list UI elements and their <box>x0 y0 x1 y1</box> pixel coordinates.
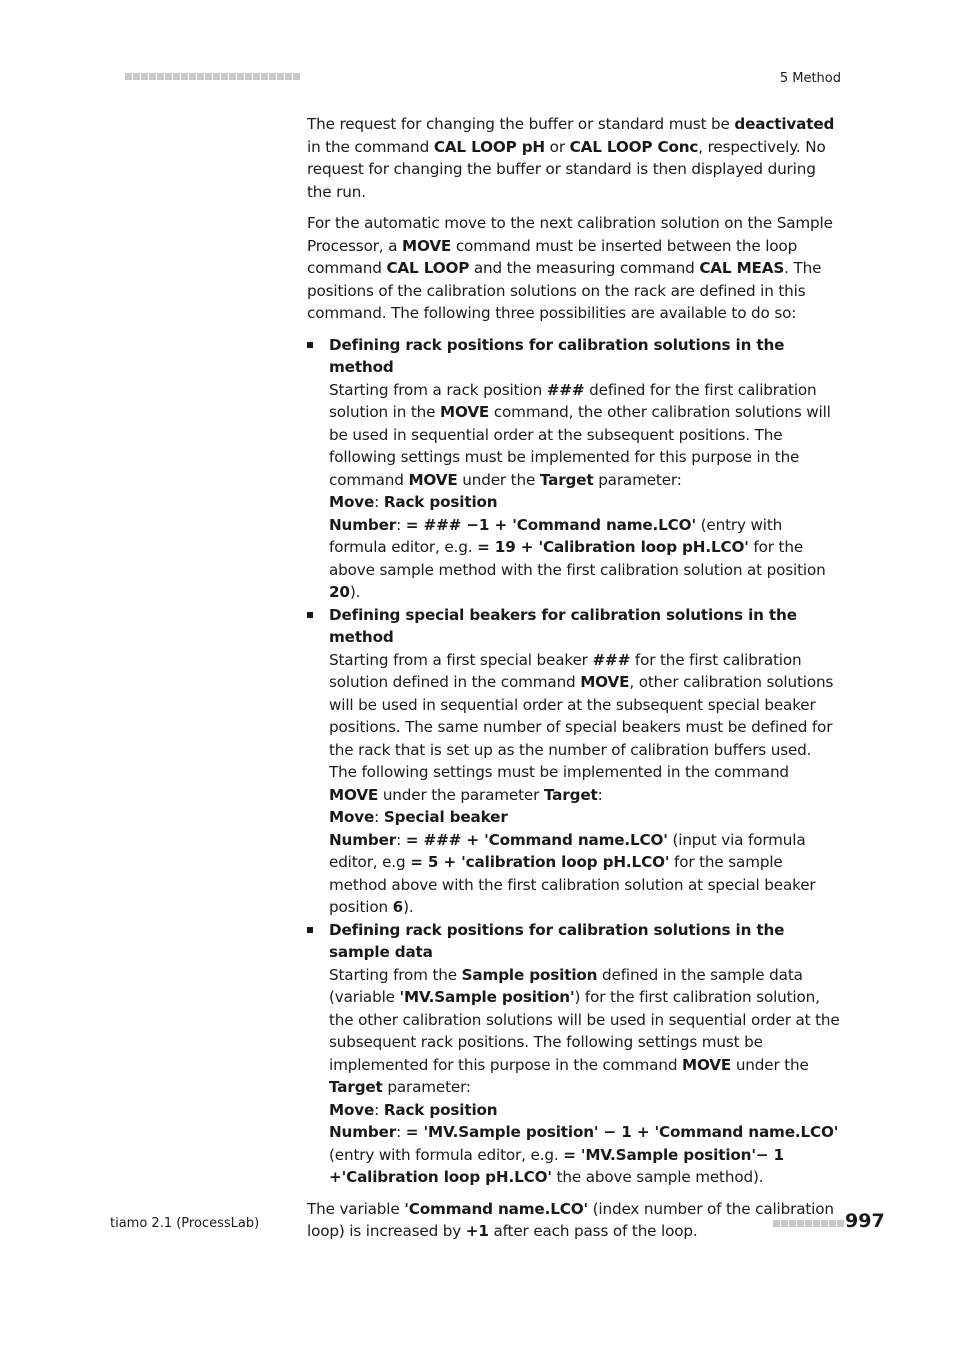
paragraph-buffer-request: The request for changing the buffer or standard must be deactivated in the command CAL LOOP pH or CAL LOOP Conc, respectively. No request for changing the buffer or standard is then displayed during the run. <box>307 115 835 201</box>
paragraph-automatic-move: For the automatic move to the next calibration solution on the Sample Processor, a MOVE command must be inserted between the loop command CAL LOOP and the measuring command CAL MEAS. The positions of the calibration solutions on the rack are defined in this command. The following three possibilities are available to do so: <box>307 214 833 322</box>
footer-decoration <box>773 1220 844 1227</box>
page-number: 997 <box>845 1210 885 1232</box>
list-item <box>307 334 841 604</box>
paragraph-loop-variable: The variable 'Command name.LCO' (index number of the calibration loop) is increased by +1 after each pass of the loop. <box>307 1199 834 1240</box>
item-title: Defining special beakers for calibration solutions in the method <box>329 605 797 646</box>
number-setting: Number: = ### + 'Command name.LCO' (input via formula editor, e.g = 5 + 'calibration loop pH.LCO' for the sample method above with the first calibration solution at special beaker position 6). <box>329 830 816 916</box>
item-title: Defining rack positions for calibration solutions in the sample data <box>329 920 785 961</box>
possibilities-list <box>307 334 841 1189</box>
item-title: Defining rack positions for calibration solutions in the method <box>329 335 785 376</box>
number-setting: Number: = ### −1 + 'Command name.LCO' (entry with formula editor, e.g. = 19 + 'Calibration loop pH.LCO' for the above sample method with the first calibration solution at position 20). <box>329 515 826 601</box>
move-setting: Move: Rack position <box>329 493 498 511</box>
item-body: Starting from a rack position ### defined for the first calibration solution in the MOVE command, the other calibration solutions will be used in sequential order at the subsequent positions. The following settings must be implemented for this purpose in the command MOVE under the Target parameter: <box>329 380 831 489</box>
list-item <box>307 604 841 919</box>
item-body: Starting from a first special beaker ### for the first calibration solution defined in the command MOVE, other calibration solutions will be used in sequential order at the subsequent special beaker positions. The same number of special beakers must be defined for the rack that is set up as the number of calibration buffers used. The following settings must be implemented in the command MOVE under the parameter Target: <box>329 650 834 804</box>
move-setting: Move: Rack position <box>329 1100 498 1119</box>
page-body <box>307 113 841 1252</box>
move-setting: Move: Special beaker <box>329 808 508 826</box>
footer-product: tiamo 2.1 (ProcessLab) <box>110 1216 260 1231</box>
item-body: Starting from the Sample position defined in the sample data (variable 'MV.Sample position') for the first calibration solution, the other calibration solutions will be used in sequential order at the subsequent rack positions. The following settings must be implemented for this purpose in the command MOVE under the Target parameter: <box>329 965 840 1096</box>
list-item <box>307 919 841 1189</box>
number-setting: Number: = 'MV.Sample position' − 1 + 'Command name.LCO' (entry with formula editor, e.g. = 'MV.Sample position'− 1 +'Calibration loop pH.LCO' the above sample method). <box>329 1123 839 1186</box>
header-decoration <box>125 73 300 80</box>
section-header: 5 Method <box>779 71 841 86</box>
